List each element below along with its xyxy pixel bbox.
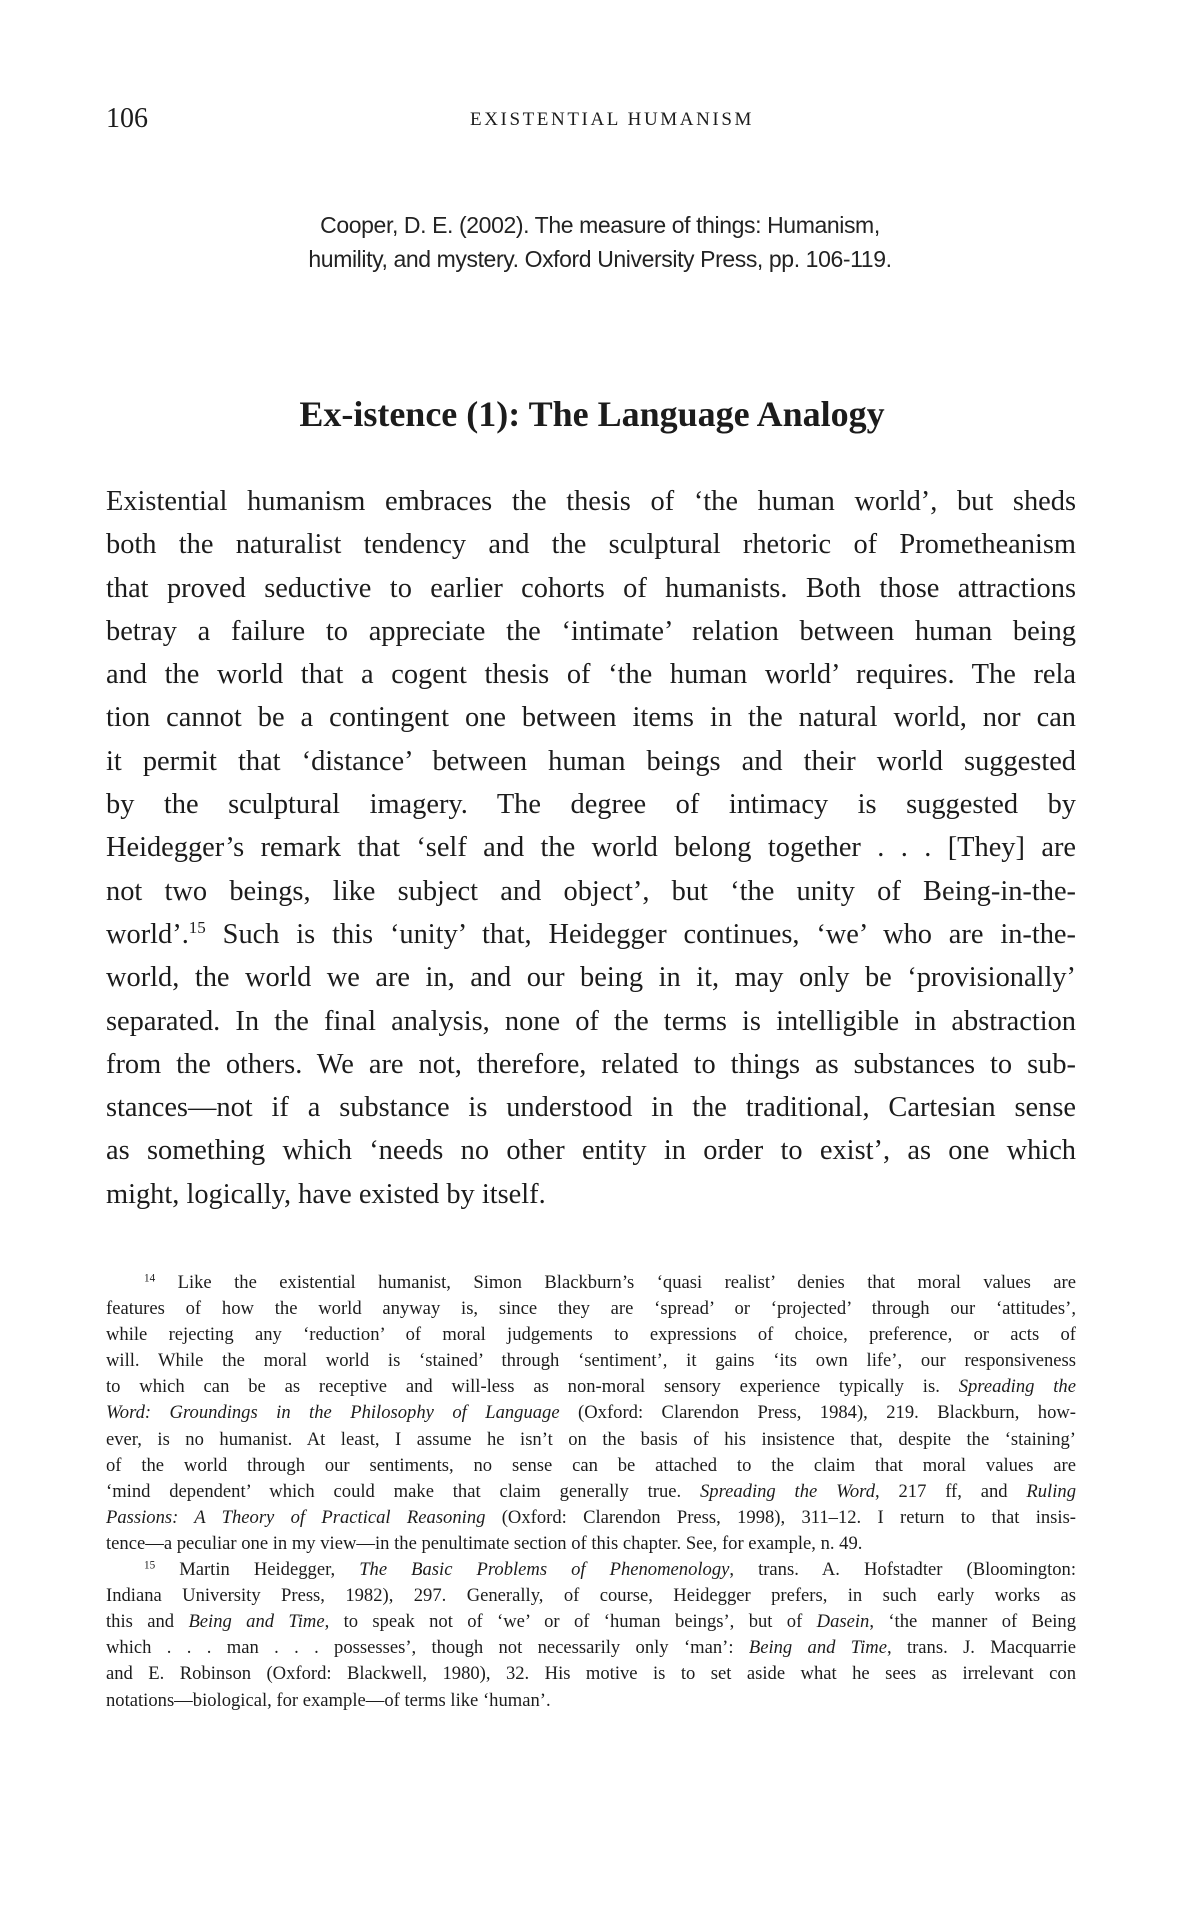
- text-fragment: this and: [106, 1611, 189, 1633]
- footnote-line: tence—a peculiar one in my view—in the penultimate section of this chapter. See, for example, n. 49.: [106, 1532, 863, 1554]
- citation-line: humility, and mystery. Oxford University Press, pp. 106-119.: [308, 246, 892, 272]
- text-fragment: (Oxford: Clarendon Press, 1998), 311–12. I return to that insis-: [485, 1506, 1076, 1528]
- page-number: 106: [106, 103, 148, 134]
- text-fragment: , to speak not of ‘we’ or of ‘human beings’, but of: [324, 1611, 817, 1633]
- text-line: as something which ‘needs no other entity in order to exist’, as one which: [106, 1135, 1076, 1167]
- text-line: tion cannot be a contingent one between items in the natural world, nor can: [106, 702, 1076, 734]
- text-line: stances—not if a substance is understood in the traditional, Cartesian sense: [106, 1092, 1076, 1124]
- footnote-line: [106, 1557, 1076, 1583]
- footnote-line: [106, 1374, 1076, 1400]
- text-line: Existential humanism embraces the thesis of ‘the human world’, but sheds: [106, 486, 1076, 517]
- book-title: The Basic Problems of Phenomenology: [359, 1559, 730, 1581]
- text-line: [106, 913, 1076, 956]
- text-fragment: Martin Heidegger,: [155, 1559, 360, 1581]
- footnote-line: [106, 1505, 1076, 1531]
- text-line: not two beings, like subject and object’, but ‘the unity of Being-in-the-: [106, 875, 1076, 907]
- book-title: Ruling: [1026, 1480, 1076, 1502]
- footnote-line: ever, is no humanist. At least, I assume he isn’t on the basis of his insistence that, despite the ‘staining’: [106, 1428, 1076, 1450]
- text-fragment: world’.: [106, 918, 189, 950]
- footnote-line: of the world through our sentiments, no sense can be attached to the claim that moral values are: [106, 1454, 1076, 1476]
- footnote-15: [106, 1557, 1076, 1714]
- term-dasein: Dasein: [816, 1611, 870, 1633]
- text-line: it permit that ‘distance’ between human beings and their world suggested: [106, 745, 1076, 777]
- text-line: and the world that a cogent thesis of ‘the human world’ requires. The rela: [106, 659, 1076, 691]
- footnote-line: Indiana University Press, 1982), 297. Generally, of course, Heidegger prefers, in such early works as: [106, 1585, 1076, 1607]
- footnote-line: [106, 1609, 1076, 1635]
- text-fragment: which . . . man . . . possesses’, though not necessarily only ‘man’:: [106, 1637, 749, 1659]
- text-line: Heidegger’s remark that ‘self and the world belong together . . . [They] are: [106, 832, 1076, 864]
- text-line: separated. In the final analysis, none of the terms is intelligible in abstraction: [106, 1005, 1076, 1037]
- book-title: Spreading the Word: [699, 1480, 876, 1502]
- footnote-line: and E. Robinson (Oxford: Blackwell, 1980), 32. His motive is to set aside what he sees as irrelevant con: [106, 1663, 1076, 1685]
- footnote-marker: 15: [144, 1559, 156, 1572]
- text-fragment: (Oxford: Clarendon Press, 1984), 219. Blackburn, how-: [559, 1402, 1077, 1424]
- section-title: Ex-istence (1): The Language Analogy: [299, 394, 885, 434]
- running-title: EXISTENTIAL HUMANISM: [469, 109, 755, 130]
- body-paragraph: [106, 480, 1076, 1216]
- text-line: from the others. We are not, therefore, related to things as substances to sub-: [106, 1048, 1076, 1080]
- footnotes: [106, 1270, 1076, 1714]
- text-fragment: Like the existential humanist, Simon Blackburn’s ‘quasi realist’ denies that moral values are: [155, 1272, 1076, 1293]
- text-line: by the sculptural imagery. The degree of intimacy is suggested by: [106, 789, 1076, 821]
- text-line: betray a failure to appreciate the ‘intimate’ relation between human being: [106, 615, 1076, 647]
- text-fragment: , trans. A. Hofstadter (Bloomington:: [729, 1559, 1077, 1581]
- book-title: Word: Groundings in the Philosophy of Language: [106, 1402, 560, 1424]
- text-line: both the naturalist tendency and the sculptural rhetoric of Prometheanism: [106, 529, 1076, 561]
- text-line: world, the world we are in, and our being in it, may only be ‘provisionally’: [106, 962, 1076, 994]
- text-fragment: to which can be as receptive and will-less as non-moral sensory experience typically is.: [106, 1376, 959, 1398]
- text-fragment: Such is this ‘unity’ that, Heidegger continues, ‘we’ who are in-the-: [205, 918, 1076, 950]
- running-head: [106, 104, 1078, 134]
- book-title: Passions: A Theory of Practical Reasoning: [106, 1506, 486, 1528]
- footnote-line: [106, 1270, 1076, 1296]
- source-citation: [180, 208, 1020, 276]
- citation-line: Cooper, D. E. (2002). The measure of things: Humanism,: [320, 212, 880, 238]
- book-title: Being and Time: [188, 1611, 325, 1633]
- footnote-marker: 14: [144, 1272, 156, 1285]
- footnote-line: [106, 1400, 1076, 1426]
- footnote-line: will. While the moral world is ‘stained’ through ‘sentiment’, it gains ‘its own life’, our responsiveness: [106, 1350, 1076, 1372]
- book-title: Spreading the: [958, 1376, 1076, 1398]
- text-line: that proved seductive to earlier cohorts of humanists. Both those attractions: [106, 572, 1076, 604]
- text-fragment: , trans. J. Macquarrie: [886, 1637, 1076, 1659]
- text-line: might, logically, have existed by itself.: [106, 1178, 546, 1210]
- footnote-line: features of how the world anyway is, since they are ‘spread’ or ‘projected’ through our ‘attitudes’,: [106, 1298, 1076, 1320]
- book-title: Being and Time: [748, 1637, 887, 1659]
- footnote-reference-15[interactable]: 15: [188, 917, 206, 937]
- footnote-line: while rejecting any ‘reduction’ of moral judgements to expressions of choice, preference, or acts of: [106, 1324, 1076, 1346]
- footnote-line: [106, 1479, 1076, 1505]
- footnote-14: [106, 1270, 1076, 1557]
- footnote-line: [106, 1635, 1076, 1661]
- footnote-line: notations—biological, for example—of terms like ‘human’.: [106, 1689, 551, 1711]
- text-fragment: , ‘the manner of Being: [869, 1611, 1076, 1633]
- text-fragment: , 217 ff, and: [875, 1480, 1027, 1502]
- text-fragment: ‘mind dependent’ which could make that claim generally true.: [106, 1480, 700, 1502]
